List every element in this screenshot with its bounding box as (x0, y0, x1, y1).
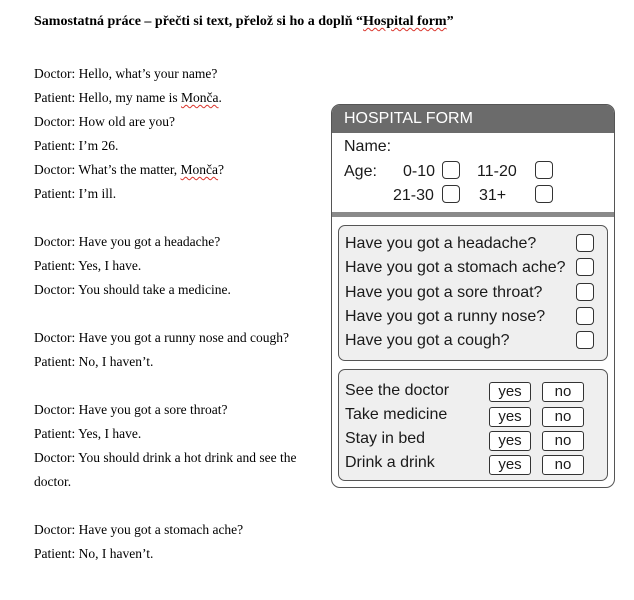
symptom-question: Have you got a headache? (345, 235, 537, 252)
heading-suffix: ” (446, 14, 454, 29)
form-title: HOSPITAL FORM (344, 110, 473, 127)
dialogue-line: Doctor: How old are you? (34, 114, 175, 129)
dialogue-line: Patient: I’m ill. (34, 186, 117, 201)
form-divider (332, 212, 614, 217)
dialogue-line (34, 86, 324, 110)
heading-form-name: Hospital form (362, 14, 447, 29)
paragraph-gap (34, 494, 324, 518)
dialogue-line: Patient: I’m 26. (34, 138, 119, 153)
dialogue-line-text: Patient: Hello, my name is Monča. (34, 90, 222, 105)
dialogue-text (34, 62, 324, 566)
symptoms-panel (338, 225, 608, 361)
drink-no-button[interactable]: no (542, 455, 584, 475)
dialogue-line: Doctor: Have you got a headache? (34, 234, 221, 249)
see-doctor-yes-button[interactable]: yes (489, 382, 531, 402)
take-medicine-yes-button[interactable]: yes (489, 407, 531, 427)
paragraph-gap (34, 374, 324, 398)
hospital-form (331, 104, 615, 488)
advice-label: Drink a drink (345, 454, 435, 471)
age-checkbox-11-20[interactable] (535, 161, 553, 179)
age-label: Age: (344, 163, 377, 180)
symptom-question: Have you got a sore throat? (345, 284, 543, 301)
age-option-label: 0-10 (403, 163, 436, 180)
symptom-checkbox-runny-nose[interactable] (576, 307, 594, 325)
age-checkbox-31-plus[interactable] (535, 185, 553, 203)
age-option-label: 31+ (479, 187, 507, 204)
form-header (332, 105, 614, 133)
stay-in-bed-no-button[interactable]: no (542, 431, 584, 451)
dialogue-line: Doctor: Have you got a runny nose and cough? (34, 330, 289, 345)
symptom-question: Have you got a runny nose? (345, 308, 546, 325)
drink-yes-button[interactable]: yes (489, 455, 531, 475)
dialogue-line: Doctor: Have you got a sore throat? (34, 402, 228, 417)
age-checkbox-0-10[interactable] (442, 161, 460, 179)
see-doctor-no-button[interactable]: no (542, 382, 584, 402)
symptom-checkbox-cough[interactable] (576, 331, 594, 349)
dialogue-line: Doctor: You should take a medicine. (34, 282, 231, 297)
symptom-question: Have you got a cough? (345, 332, 510, 349)
dialogue-line: Patient: Yes, I have. (34, 258, 142, 273)
age-checkbox-21-30[interactable] (442, 185, 460, 203)
paragraph-gap (34, 206, 324, 230)
paragraph-gap (34, 302, 324, 326)
advice-label: See the doctor (345, 382, 450, 399)
take-medicine-no-button[interactable]: no (542, 407, 584, 427)
age-option-label: 21-30 (393, 187, 434, 204)
spellcheck-word: Monča (180, 90, 219, 105)
stay-in-bed-yes-button[interactable]: yes (489, 431, 531, 451)
symptom-checkbox-stomach-ache[interactable] (576, 258, 594, 276)
advice-panel (338, 369, 608, 481)
dialogue-line: Doctor: Hello, what’s your name? (34, 66, 218, 81)
advice-label: Stay in bed (345, 430, 426, 447)
spellcheck-word: Monča (180, 162, 219, 177)
dialogue-line: Doctor: You should drink a hot drink and see the doctor. (34, 450, 297, 489)
symptom-question: Have you got a stomach ache? (345, 259, 566, 276)
symptom-checkbox-sore-throat[interactable] (576, 283, 594, 301)
name-label: Name: (344, 138, 392, 155)
age-option-label: 11-20 (477, 163, 517, 180)
worksheet-heading (34, 14, 454, 30)
dialogue-line: Doctor: What’s the matter, Monča? (34, 162, 225, 177)
heading-prefix: Samostatná práce – přečti si text, přelož si ho a doplň “ (34, 14, 363, 29)
dialogue-line: Patient: No, I haven’t. (34, 354, 154, 369)
advice-label: Take medicine (345, 406, 448, 423)
dialogue-line: Doctor: Have you got a stomach ache? (34, 522, 244, 537)
symptom-checkbox-headache[interactable] (576, 234, 594, 252)
dialogue-line: Patient: Yes, I have. (34, 426, 142, 441)
dialogue-line: Patient: No, I haven’t. (34, 546, 154, 561)
